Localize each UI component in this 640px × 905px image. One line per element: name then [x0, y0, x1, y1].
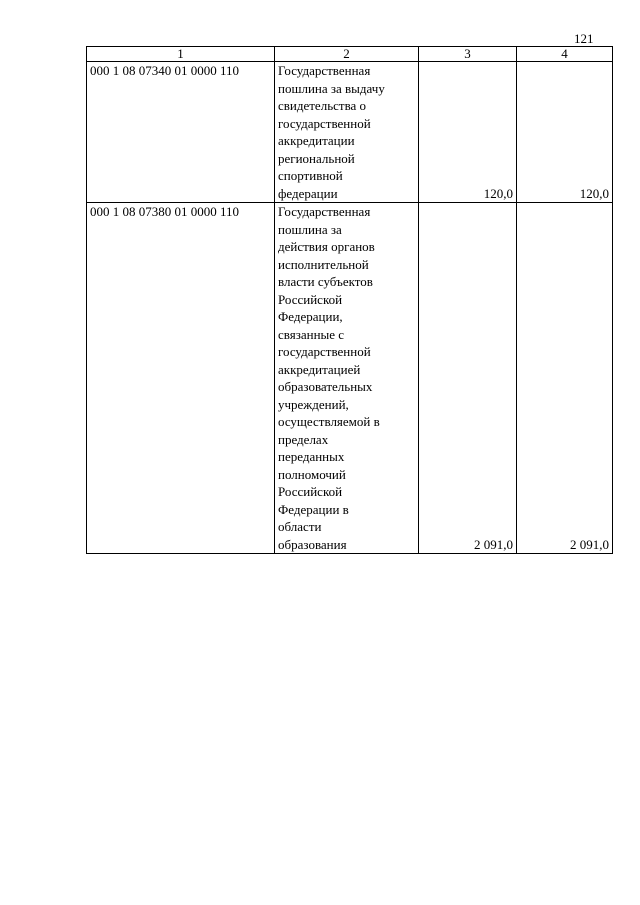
- name-line: осуществляемой в: [278, 414, 380, 429]
- row-code: 000 1 08 07380 01 0000 110: [87, 203, 275, 554]
- row-value-col3: 2 091,0: [419, 203, 517, 554]
- name-line: Федерации,: [278, 309, 343, 324]
- name-line: учреждений,: [278, 396, 349, 412]
- name-line: связанные с: [278, 326, 345, 342]
- row-name: [275, 203, 419, 554]
- name-line: образования: [278, 536, 347, 552]
- header-col-1: 1: [87, 47, 275, 62]
- name-line: власти субъектов: [278, 274, 373, 289]
- name-line: федерации: [278, 185, 338, 201]
- table-row: [87, 203, 613, 554]
- row-value-col4: 2 091,0: [517, 203, 613, 554]
- name-line: аккредитации: [278, 133, 355, 148]
- name-line: образовательных: [278, 379, 373, 394]
- name-line: пределах: [278, 431, 329, 447]
- table-body: [87, 62, 613, 554]
- name-line: аккредитацией: [278, 361, 361, 377]
- header-col-4: 4: [517, 47, 613, 62]
- name-line: Государственная: [278, 204, 371, 219]
- name-line: Государственная: [278, 63, 371, 78]
- name-line: Российской: [278, 291, 343, 307]
- page-number: 121: [574, 31, 594, 46]
- name-line: пошлина за выдачу: [278, 80, 385, 96]
- header-col-2: 2: [275, 47, 419, 62]
- name-line: переданных: [278, 449, 345, 464]
- budget-table: [86, 46, 613, 554]
- name-line: спортивной: [278, 168, 343, 183]
- name-line: Федерации в: [278, 501, 349, 517]
- name-line: области: [278, 519, 322, 534]
- header-col-3: 3: [419, 47, 517, 62]
- name-line: действия органов: [278, 239, 375, 254]
- table-row: [87, 62, 613, 203]
- header-row: [87, 47, 613, 62]
- name-line: региональной: [278, 150, 355, 166]
- name-line: Российской: [278, 484, 343, 499]
- row-code: 000 1 08 07340 01 0000 110: [87, 62, 275, 203]
- row-name: [275, 62, 419, 203]
- name-line: пошлина за: [278, 221, 342, 237]
- name-line: полномочий: [278, 466, 346, 482]
- row-value-col3: 120,0: [419, 62, 517, 203]
- name-line: исполнительной: [278, 256, 369, 272]
- row-value-col4: 120,0: [517, 62, 613, 203]
- name-line: государственной: [278, 115, 371, 131]
- name-line: свидетельства о: [278, 98, 367, 113]
- name-line: государственной: [278, 344, 371, 359]
